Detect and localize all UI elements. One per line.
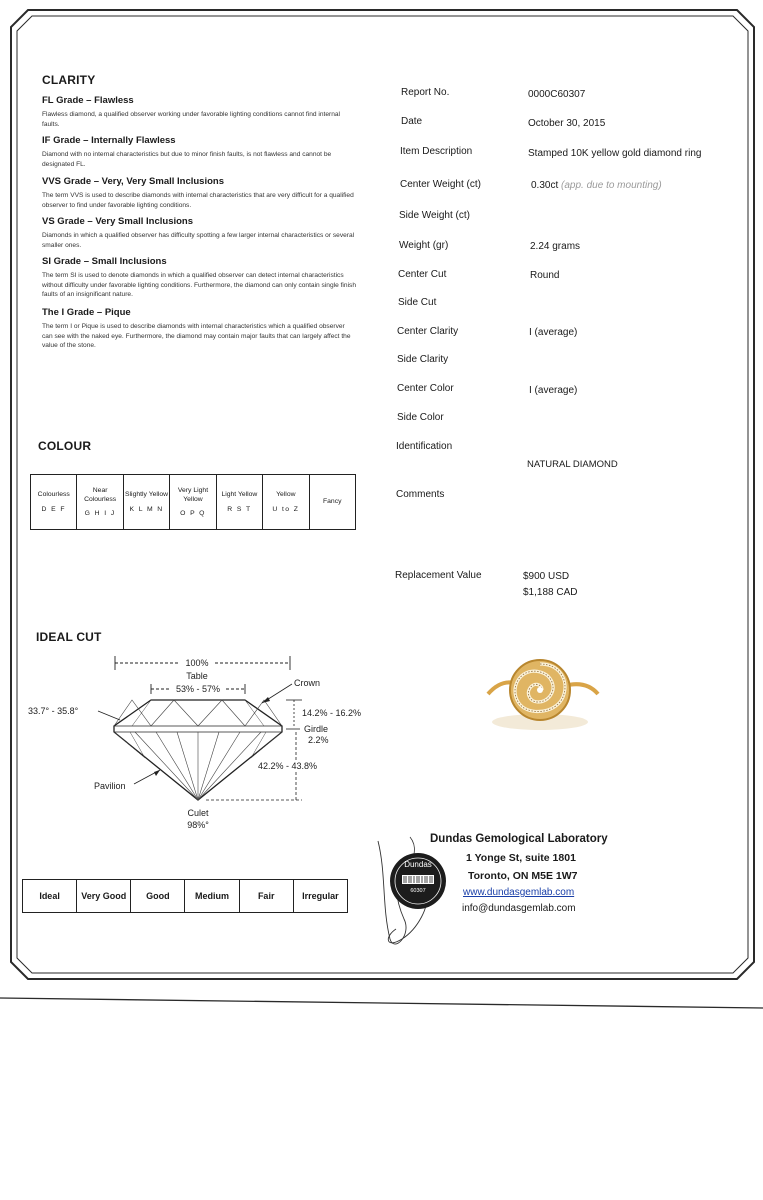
field-value-weight: 2.24 grams xyxy=(530,241,581,252)
pavilion-label: Pavilion xyxy=(94,781,126,791)
center-weight-note: (app. due to mounting) xyxy=(561,180,662,191)
table-range-label: 53% - 57% xyxy=(175,684,221,694)
field-label-weight: Weight (gr) xyxy=(399,240,449,251)
culet-label: Culet xyxy=(187,808,209,818)
colour-cell: Slightly Yellow K L M N xyxy=(123,475,169,530)
field-label-center-cut: Center Cut xyxy=(398,269,447,280)
clarity-grade-description: Diamond with no internal characteristics but due to minor finish faults, is not flawless and cannot be designated FL. xyxy=(42,151,332,168)
field-label-report-no: Report No. xyxy=(401,87,450,98)
field-label-item-description: Item Description xyxy=(400,146,473,157)
field-value-replacement-cad: $1,188 CAD xyxy=(523,587,578,598)
cut-grade-cell: Good xyxy=(131,880,185,913)
field-label-identification: Identification xyxy=(396,441,453,452)
table-label: Table xyxy=(186,671,208,681)
field-label-date: Date xyxy=(401,116,423,127)
field-value-center-weight xyxy=(531,180,662,191)
field-label-replacement-value: Replacement Value xyxy=(395,570,482,581)
field-value-replacement-usd: $900 USD xyxy=(523,571,570,582)
field-label-side-cut: Side Cut xyxy=(398,297,437,308)
colour-cell: Colourless D E F xyxy=(31,475,77,530)
field-label-center-clarity: Center Clarity xyxy=(397,326,459,337)
clarity-grade-heading: IF Grade – Internally Flawless xyxy=(42,135,176,146)
diamond-cut-diagram xyxy=(20,648,370,848)
clarity-grade-description: The term I or Pique is used to describe diamonds with internal characteristics which a qualified observer can see with the naked eye. Furthermore, the diamond may contain major faults that can largely affect the value of the stone. xyxy=(42,323,351,350)
cut-grade-cell: Very Good xyxy=(77,880,131,913)
culet-value-label: 98%° xyxy=(187,820,209,830)
crown-angle-label: 33.7° - 35.8° xyxy=(28,706,79,716)
clarity-grade-description: The term VVS is used to describe diamonds with internal characteristics that are very difficult for a qualified observer to find under favorable lighting conditions. xyxy=(42,192,354,209)
pavilion-depth-label: 42.2% - 43.8% xyxy=(258,761,318,771)
ring-photo xyxy=(478,650,608,738)
field-value-date: October 30, 2015 xyxy=(528,118,606,129)
clarity-grade-heading: FL Grade – Flawless xyxy=(42,95,134,106)
lab-name: Dundas Gemological Laboratory xyxy=(430,833,608,845)
clarity-grade-heading: The I Grade – Pique xyxy=(42,307,131,318)
field-label-side-color: Side Color xyxy=(397,412,444,423)
scan-edge-line xyxy=(0,998,763,1008)
center-weight-value: 0.30ct xyxy=(531,180,559,191)
clarity-grade-description: The term SI is used to denote diamonds in which a qualified observer can detect internal characteristics without difficulty under favorable lighting conditions. Furthermore, the diamond can only contain single finish faults of an insignificant nature. xyxy=(42,272,356,299)
lab-address-line2: Toronto, ON M5E 1W7 xyxy=(468,870,578,882)
field-value-identification: NATURAL DIAMOND xyxy=(527,459,618,470)
lab-email: info@dundasgemlab.com xyxy=(462,903,576,914)
field-value-center-clarity: I (average) xyxy=(529,327,578,338)
lab-address-line1: 1 Yonge St, suite 1801 xyxy=(466,852,576,864)
field-label-center-weight: Center Weight (ct) xyxy=(400,179,481,190)
colour-cell: Very Light Yellow O P Q xyxy=(170,475,216,530)
seal-name-text: Dundas xyxy=(404,860,432,869)
cut-grade-cell: Ideal xyxy=(23,880,77,913)
total-width-label: 100% xyxy=(185,658,209,668)
colour-cell: Light Yellow R S T xyxy=(216,475,262,530)
field-label-side-weight: Side Weight (ct) xyxy=(399,210,470,221)
cut-grade-cell: Irregular xyxy=(293,880,347,913)
clarity-grade-heading: VVS Grade – Very, Very Small Inclusions xyxy=(42,176,224,187)
lab-website-link[interactable]: www.dundasgemlab.com xyxy=(463,887,575,898)
crown-label: Crown xyxy=(294,678,321,688)
colour-scale-table xyxy=(30,474,356,530)
colour-title: COLOUR xyxy=(38,439,92,453)
seal-number-text: 60307 xyxy=(410,888,426,894)
field-value-center-cut: Round xyxy=(530,270,560,281)
girdle-label: Girdle xyxy=(304,724,329,734)
field-label-center-color: Center Color xyxy=(397,383,454,394)
field-value-center-color: I (average) xyxy=(529,385,578,396)
clarity-grade-description: Diamonds in which a qualified observer has difficulty spotting a few larger internal characteristics or several smaller ones. xyxy=(42,232,355,249)
colour-cell: Fancy xyxy=(309,475,355,530)
colour-cell: Near Colourless G H I J xyxy=(77,475,123,530)
clarity-grade-heading: SI Grade – Small Inclusions xyxy=(42,256,167,267)
cut-grade-scale xyxy=(22,879,348,913)
ideal-cut-title: IDEAL CUT xyxy=(36,630,102,644)
cut-grade-cell: Medium xyxy=(185,880,239,913)
field-label-comments: Comments xyxy=(396,489,445,500)
clarity-grade-heading: VS Grade – Very Small Inclusions xyxy=(42,216,194,227)
field-value-item-description: Stamped 10K yellow gold diamond ring xyxy=(528,148,702,159)
girdle-value-label: 2.2% xyxy=(308,735,329,745)
field-value-report-no: 0000C60307 xyxy=(528,89,586,100)
crown-height-label: 14.2% - 16.2% xyxy=(302,708,362,718)
cut-grade-cell: Fair xyxy=(239,880,293,913)
clarity-title: CLARITY xyxy=(42,73,96,87)
clarity-grade-description: Flawless diamond, a qualified observer working under favorable lighting conditions cannot find internal faults. xyxy=(42,111,340,128)
colour-cell: Yellow U to Z xyxy=(263,475,309,530)
field-label-side-clarity: Side Clarity xyxy=(397,354,449,365)
